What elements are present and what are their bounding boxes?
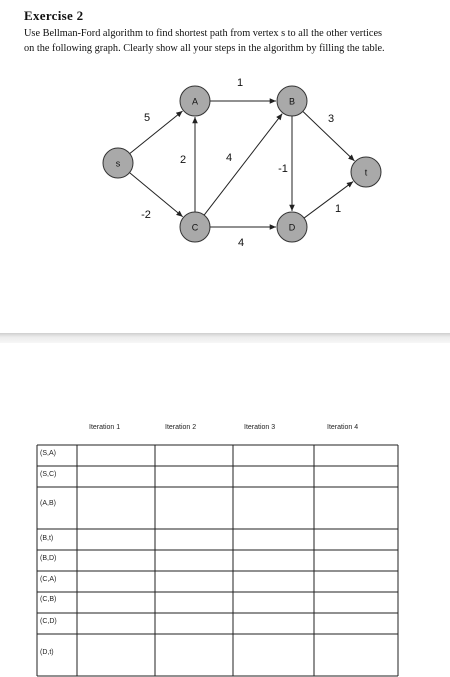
iteration-header-3: Iteration 3 [244,424,276,431]
node-label-B: B [288,96,296,107]
iteration-header-2: Iteration 2 [165,424,197,431]
edge-weight-s-A: 5 [143,112,151,124]
edge-row-label: (B,t) [40,535,54,542]
edge-row-label: (S,A) [40,450,56,457]
edge-weight-C-B: 4 [225,152,233,164]
edge-row-label: (C,A) [40,576,57,583]
node-label-t: t [364,167,368,178]
instructions-line-1: Use Bellman-Ford algorithm to find shortest path from vertex s to all the other vertices [24,28,383,39]
edge-row-label: (C,B) [40,596,57,603]
node-label-D: D [288,222,296,233]
edge-weight-A-B: 1 [236,77,244,89]
edge-row-label: (D,t) [40,649,54,656]
edge-row-label: (S,C) [40,471,57,478]
edge-row-label: (C,D) [40,618,57,625]
iteration-header-4: Iteration 4 [327,424,359,431]
edge-weight-B-t: 3 [327,113,335,125]
edge-weight-D-t: 1 [334,203,342,215]
node-label-C: C [191,222,199,233]
edge-weight-B-D: -1 [278,163,288,175]
node-label-A: A [191,96,199,107]
exercise-title: Exercise 2 [24,8,84,23]
edge-weight-C-A: 2 [179,154,187,166]
edge-row-label: (A,B) [40,500,56,507]
edge-weight-s-C: -2 [141,209,151,221]
iteration-header-1: Iteration 1 [89,424,121,431]
edge-row-label: (B,D) [40,555,57,562]
instructions-line-2: on the following graph. Clearly show all your steps in the algorithm by filling the table. [24,43,385,54]
node-label-s: s [115,158,121,169]
edge-weight-C-D: 4 [237,237,245,249]
